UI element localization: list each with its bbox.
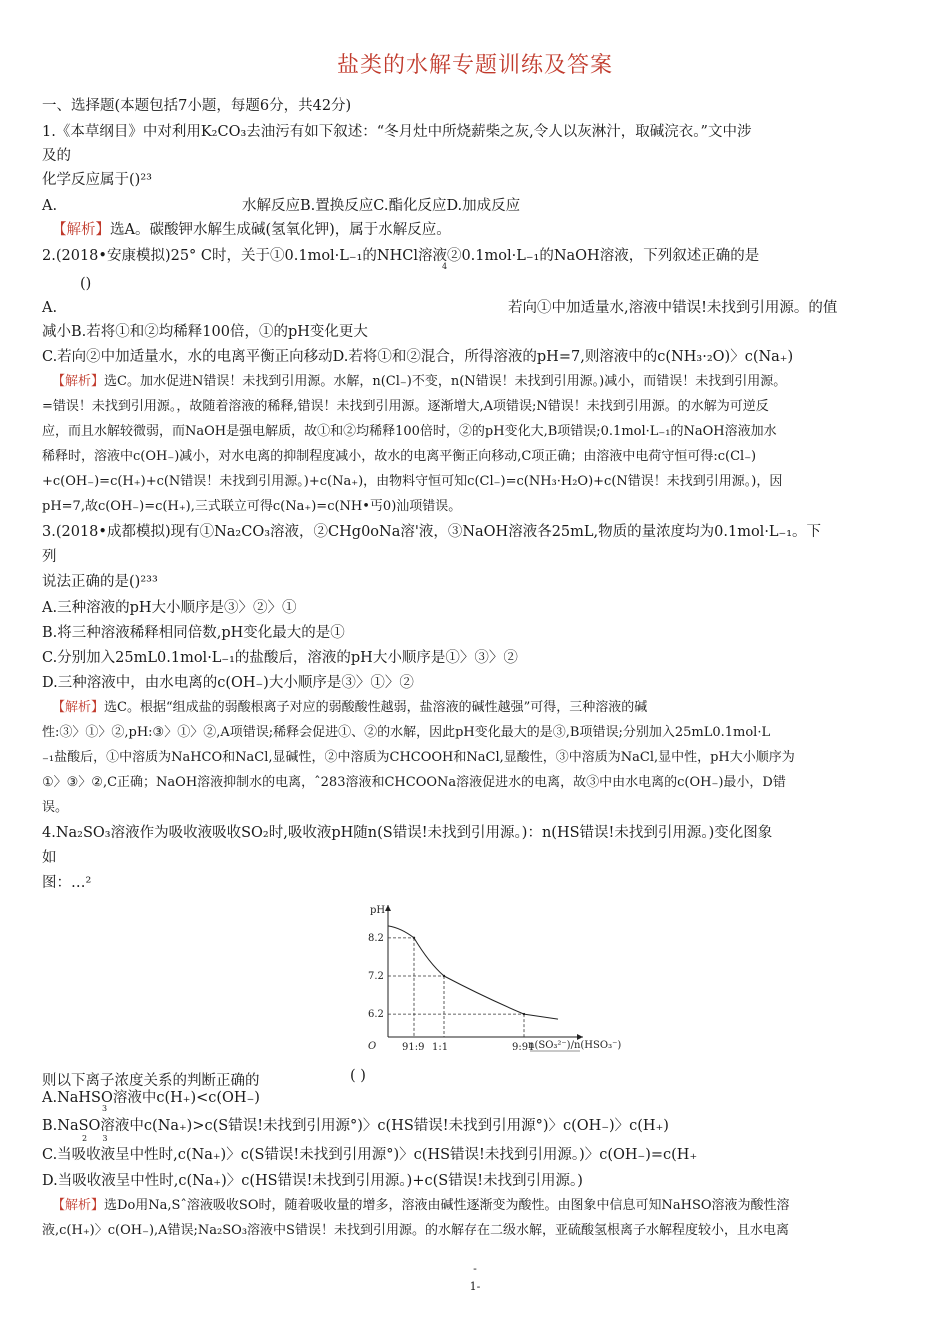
q3-explanation-text-1: 选C。根据“组成盐的弱酸根离子对应的弱酸酸性越弱，盐溶液的碱性越强”可得，三种溶液的碱 — [104, 700, 648, 715]
q4-line-2: 如 — [42, 850, 57, 866]
explanation-label: 【解析】 — [52, 374, 105, 389]
q1-explanation — [52, 220, 451, 240]
q3-explanation-4: ①〉③〉②,C正确；NaOH溶液抑制水的电离，ˆ283溶液和CHCOONa溶液促进水的电离，故③中由水电离的c(OH₋)最小，D错 — [42, 775, 786, 790]
q1-line-1: 1.《本草纲目》中对利用K₂CO₃去油污有如下叙述：“冬月灶中所烧薪柴之灰,令人以灰淋汁，取碱浣衣。”文中涉 — [42, 124, 752, 140]
y-tick-label: 6.2 — [368, 1009, 384, 1021]
y-tick-label: 8.2 — [368, 932, 384, 944]
q2-explanation-3: 应，而且水解较微弱，而NaOH是强电解质，故①和②均稀释100倍时，②的pH变化大,B项错误;0.1mol·L₋₁的NaOH溶液加水 — [42, 424, 777, 439]
q1-line-3: 化学反应属于()²³ — [42, 172, 152, 188]
q3-option-b: B.将三种溶液稀释相同倍数,pH变化最大的是① — [42, 625, 345, 641]
q3-explanation-3: ₋₁盐酸后，①中溶质为NaHCO和NaCl,显碱性，②中溶质为CHCOOH和NaCl,显酸性，③中溶质为NaCl,显中性，pH大小顺序为 — [42, 750, 795, 765]
q2-line-1: 2.(2018•安康模拟)25° C时，关于①0.1mol·L₋₁的NHCl溶液②0.1mol·L₋₁的NaOH溶液，下列叙述正确的是 — [42, 248, 760, 264]
q2-line-5: C.若向②中加适量水，水的电离平衡正向移动D.若将①和②混合，所得溶液的pH=7,则溶液中的c(NH₃·₂O)〉c(Na₊) — [42, 349, 794, 365]
y-axis-arrow — [385, 905, 391, 911]
q3-line-1: 3.(2018•成都模拟)现有①Na₂CO₃溶液，②CHg0oNa溶'液，③NaOH溶液各25mL,物质的量浓度均为0.1mol·L₋₁。下 — [42, 524, 822, 540]
q4-option-a: A.NaHSO溶液中c(H₊)<c(OH₋) — [42, 1090, 260, 1106]
series-line — [388, 926, 558, 1019]
data-point — [413, 937, 415, 939]
q4-option-d: D.当吸收液呈中性时,c(Na₊)〉c(HS错误!未找到引用源。)+c(S错误!未找到引用源。) — [42, 1173, 583, 1189]
q3-explanation-1 — [52, 698, 647, 718]
q2-explanation-6: pH=7,故c(OH₋)=c(H₊),三式联立可得c(Na₊)=c(NH•丐0)汕项错误。 — [42, 499, 462, 514]
q2-explanation-2: =错误！未找到引用源。，故随着溶液的稀释,错误！未找到引用源。逐渐增大,A项错误;N错误！未找到引用源。的水解为可逆反 — [42, 399, 769, 414]
q3-explanation-5: 误。 — [42, 800, 69, 815]
footer-dash: - — [473, 1262, 477, 1275]
x-tick-label: 1:1 — [432, 1042, 449, 1053]
q3-option-a: A.三种溶液的pH大小顺序是③〉②〉① — [42, 600, 297, 616]
q2-explanation-4: 稀释时，溶液中c(OH₋)减小，对水电离的抑制程度减小，故水的电离平衡正向移动,C项正确；由溶液中电荷守恒可得:c(Cl₋) — [42, 449, 757, 464]
data-point — [443, 975, 445, 977]
ph-ratio-chart — [358, 895, 622, 1060]
data-point — [523, 1013, 525, 1015]
q1-explanation-text: 选A。碳酸钾水解生成碱(氢氧化钾)，属于水解反应。 — [110, 222, 451, 238]
q4-explanation-2: 液,c(H₊)〉c(OH₋),A错误;Na₂SO₃溶液中S错误！未找到引用源。的水解存在二级水解，亚硫酸氢根离子水解程度较小，且水电离 — [42, 1223, 789, 1238]
q4-stem-paren: ( ) — [350, 1068, 366, 1084]
q3-option-c: C.分别加入25mL0.1mol·L₋₁的盐酸后，溶液的pH大小顺序是①〉③〉② — [42, 650, 518, 666]
page-number: 1- — [469, 1280, 481, 1293]
explanation-label: 【解析】 — [52, 1198, 105, 1213]
section-heading: 一、选择题(本题包括7小题，每题6分，共42分) — [42, 98, 352, 114]
x-tick-label: 91:9 — [402, 1042, 425, 1053]
q3-option-d: D.三种溶液中，由水电离的c(OH₋)大小顺序是③〉①〉② — [42, 675, 414, 691]
y-axis-label: pH — [370, 905, 386, 916]
x-tick-label: 9:91 — [512, 1042, 535, 1053]
origin-label: O — [368, 1041, 377, 1052]
q4-line-1: 4.Na₂SO₃溶液作为吸收液吸收SO₂时,吸收液pH随n(S错误!未找到引用源。)：n(HS错误!未找到引用源。)变化图象 — [42, 825, 773, 841]
q2-line-2: () — [80, 276, 92, 292]
q4-option-c: C.当吸收液呈中性时,c(Na₊)〉c(S错误!未找到引用源°)〉c(HS错误!未找到引用源。)〉c(OH₋)=c(H₊ — [42, 1147, 698, 1163]
q4-line-3: 图：…² — [42, 875, 92, 891]
q1-line-2: 及的 — [42, 148, 71, 164]
q4-explanation-text-1: 选Do用Na,Sˆ溶液吸收SO时，随着吸收量的增多，溶液由碱性逐渐变为酸性。由图象中信息可知NaHSO溶液为酸性溶 — [104, 1198, 790, 1213]
q1-option-a-label: A. — [42, 198, 58, 214]
q3-line-3: 说法正确的是()²³³ — [42, 574, 158, 590]
q4-option-a-sup: 3 — [102, 1104, 108, 1113]
q1-options: 水解反应B.置换反应C.酯化反应D.加成反应 — [242, 198, 521, 214]
page-title: 盐类的水解专题训练及答案 — [336, 53, 613, 78]
explanation-label: 【解析】 — [52, 700, 105, 715]
q2-option-a-label: A. — [42, 300, 58, 316]
explanation-label: 【解析】 — [52, 222, 110, 238]
q2-option-a: 若向①中加适量水,溶液中错误!未找到引用源。的值 — [508, 300, 838, 316]
q4-option-b: B.NaSO溶液中c(Na₊)>c(S错误!未找到引用源°)〉c(HS错误!未找到引用源°)〉c(OH₋)〉c(H₊) — [42, 1118, 669, 1134]
q2-explanation-5: +c(OH₋)=c(H₊)+c(N错误！未找到引用源。)+c(Na₊)，由物料守恒可知c(Cl₋)=c(NH₃·H₂O)+c(N错误！未找到引用源。)，因 — [42, 474, 783, 489]
q4-option-b-sup: 2 3 — [82, 1134, 108, 1143]
q2-explanation-text-1: 选C。加水促进N错误！未找到引用源。水解，n(Cl₋)不变，n(N错误！未找到引用源。)减小，而错误！未找到引用源。 — [104, 374, 787, 389]
q3-explanation-2: 性:③〉①〉②,pH:③〉①〉②,A项错误;稀释会促进①、②的水解，因此pH变化最大的是③,B项错误;分别加入25mL0.1mol·L — [42, 725, 771, 740]
q3-line-2: 列 — [42, 549, 57, 565]
q2-explanation-1 — [52, 372, 786, 392]
q4-stem: 则以下离子浓度关系的判断正确的 — [42, 1073, 260, 1089]
q2-line-1-sup: 4 — [442, 262, 448, 271]
q4-explanation-1 — [52, 1196, 790, 1216]
y-tick-label: 7.2 — [368, 971, 384, 982]
x-axis-label: n(SO₃²⁻)/n(HSO₃⁻) — [528, 1040, 622, 1051]
q2-line-4: 减小B.若将①和②均稀释100倍，①的pH变化更大 — [42, 324, 368, 340]
